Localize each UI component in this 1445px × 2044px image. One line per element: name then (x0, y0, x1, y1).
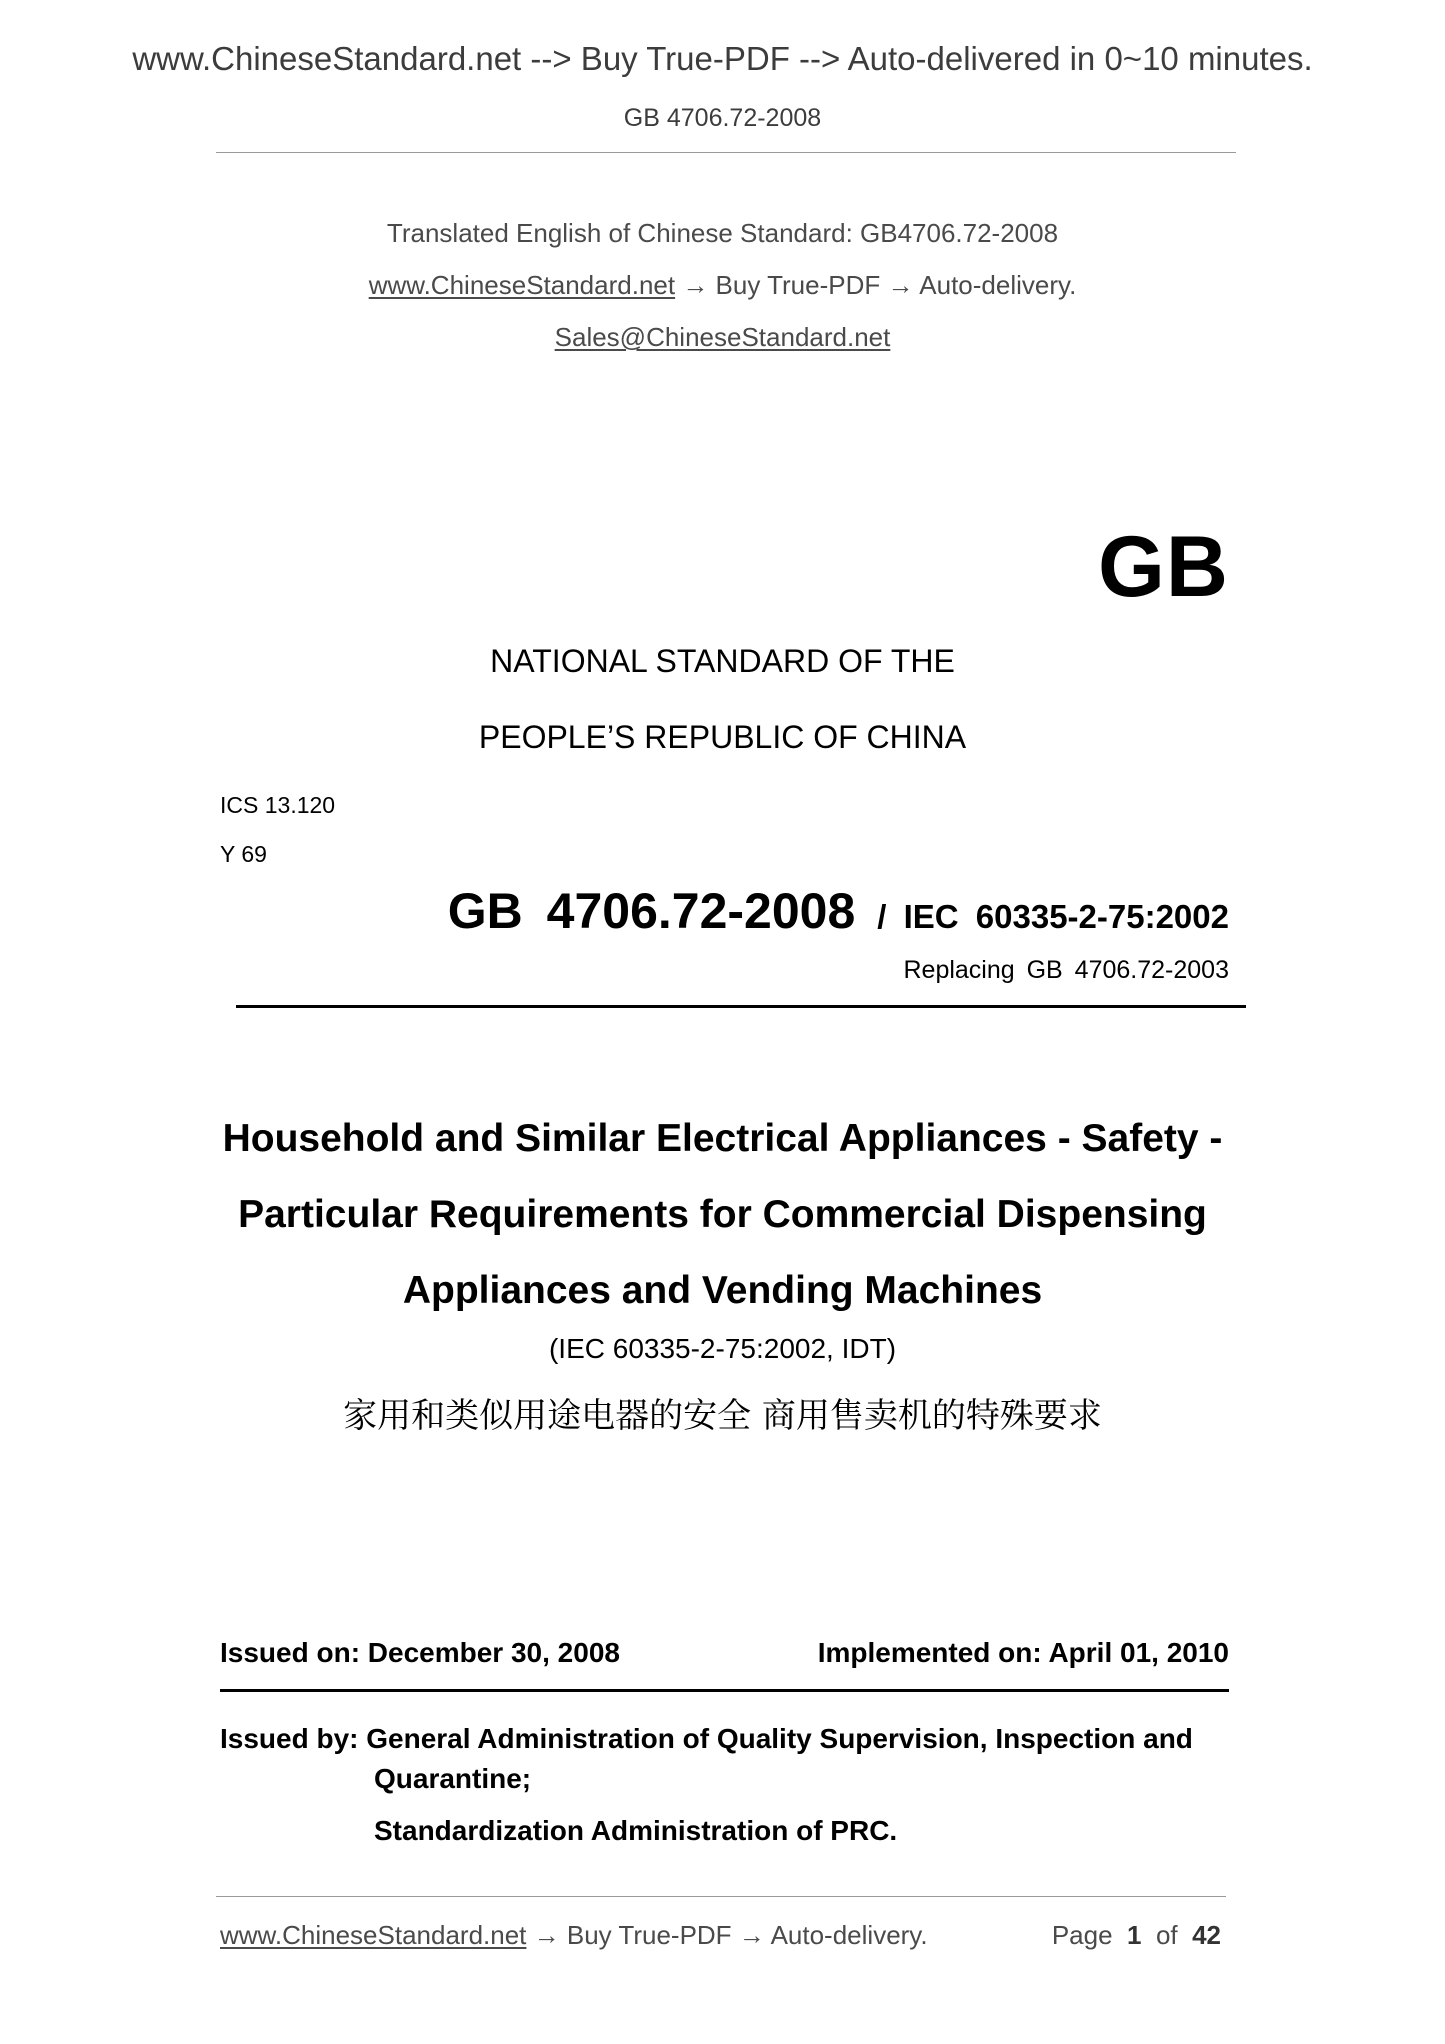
classification-code: Y 69 (220, 841, 267, 867)
ics-code: ICS 13.120 (220, 792, 336, 818)
iec-idt: (IEC 60335-2-75:2002, IDT) (548, 1333, 897, 1364)
footer-site-line (220, 1920, 928, 1951)
chinese-title: 家用和类似用途电器的安全 商用售卖机的特殊要求 (343, 1396, 1102, 1436)
footer-divider (216, 1896, 1226, 1897)
site-suffix: → Buy True-PDF → Auto-delivery. (675, 270, 1077, 300)
implemented-on: Implemented on: April 01, 2010 (817, 1637, 1229, 1668)
page-indicator (1052, 1920, 1221, 1951)
sales-email-link[interactable]: Sales@ChineseStandard.net (554, 322, 891, 352)
replacing-note: Replacing GB 4706.72-2003 (903, 956, 1229, 984)
header-divider (216, 152, 1236, 153)
issued-on: Issued on: December 30, 2008 (220, 1637, 620, 1668)
national-line-2: PEOPLE’S REPUBLIC OF CHINA (478, 719, 967, 755)
standard-number: GB 4706.72-2008 (447, 883, 856, 939)
issued-by-continuation: Quarantine; (374, 1763, 532, 1794)
top-banner: www.ChineseStandard.net --> Buy True-PDF --> Auto-delivered in 0~10 minutes. (132, 40, 1313, 77)
title-line-3: Appliances and Vending Machines (402, 1269, 1043, 1312)
site-link[interactable]: www.ChineseStandard.net (368, 270, 676, 300)
footer-site-suffix: → Buy True-PDF → Auto-delivery. (526, 1920, 928, 1950)
standard-divider (236, 1005, 1246, 1008)
issued-by: Issued by: General Administration of Quality Supervision, Inspection and (220, 1723, 1193, 1754)
page-number: 1 (1127, 1920, 1142, 1950)
issuer-2: Standardization Administration of PRC. (374, 1815, 898, 1846)
title-line-1: Household and Similar Electrical Appliances - Safety - (222, 1117, 1223, 1160)
page-label: Page (1051, 1920, 1113, 1950)
standard-number-line (448, 882, 1229, 940)
footer-site-link[interactable]: www.ChineseStandard.net (220, 1920, 527, 1950)
iec-equivalent: / IEC 60335-2-75:2002 (877, 898, 1229, 935)
total-pages: 42 (1192, 1920, 1221, 1950)
title-line-2: Particular Requirements for Commercial Dispensing (238, 1193, 1207, 1236)
running-head: GB 4706.72-2008 (623, 104, 822, 132)
gb-mark: GB (1098, 519, 1229, 615)
sales-line (0, 322, 1445, 353)
issue-divider (220, 1689, 1229, 1692)
of-label: of (1155, 1920, 1178, 1950)
translated-line: Translated English of Chinese Standard: GB4706.72-2008 (386, 218, 1059, 248)
national-line-1: NATIONAL STANDARD OF THE (490, 643, 955, 679)
site-line (0, 270, 1445, 301)
